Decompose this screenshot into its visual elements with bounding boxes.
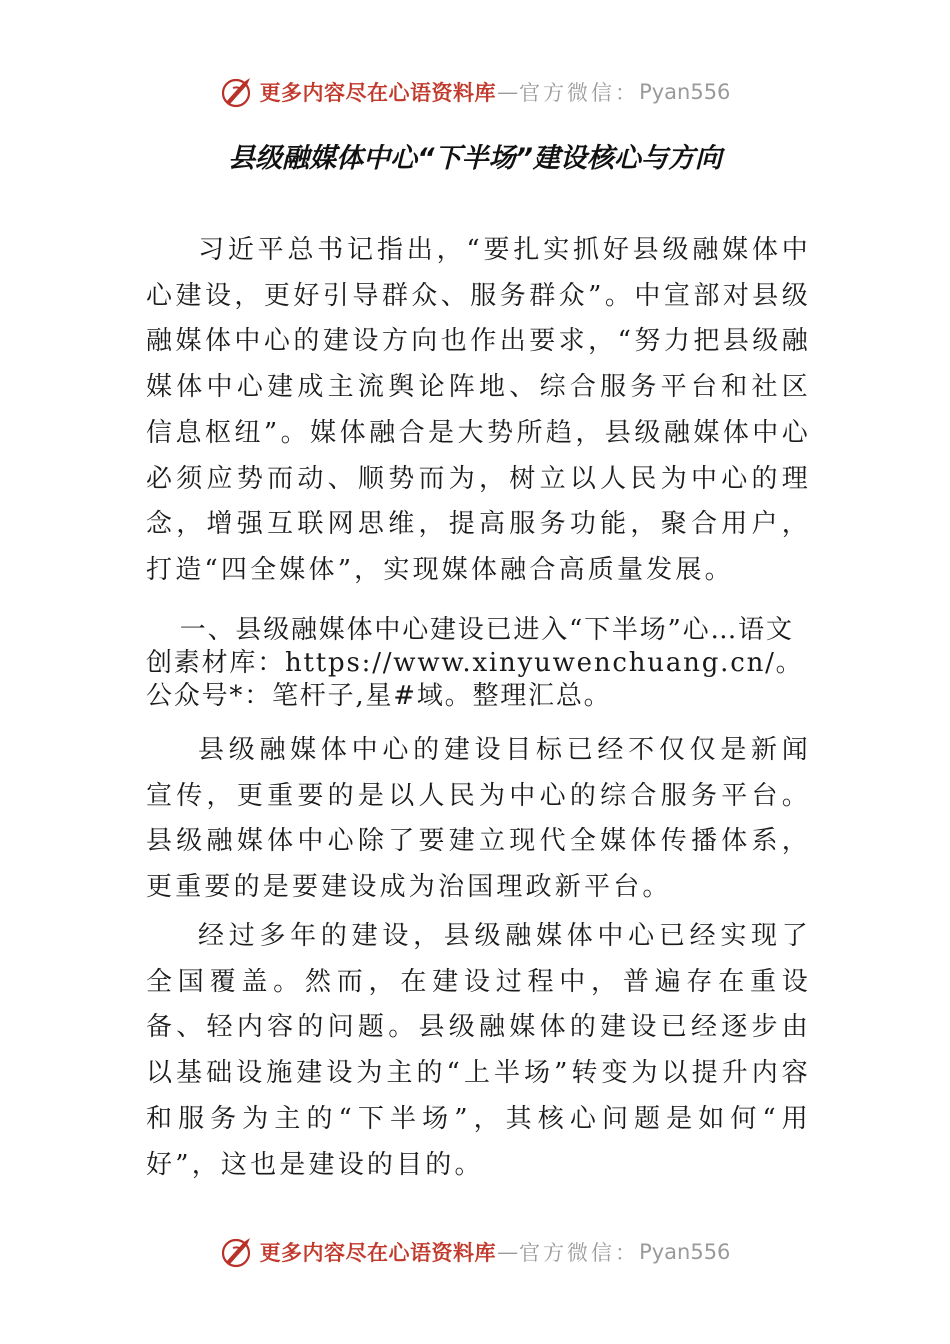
document-title: 县级融媒体中心“下半场”建设核心与方向	[228, 143, 722, 174]
banner-wechat-label: 官方微信：	[519, 81, 640, 105]
banner-dash: —	[497, 80, 519, 104]
paragraph-3: 经过多年的建设，县级融媒体中心已经实现了全国覆盖。然而，在建设过程中，普遍存在重设备、轻内容的问题。县级融媒体的建设已经逐步由以基础设施建设为主的“上半场”转变为以提升内容和服务为主的“下半场”，其核心问题是如何“用好”，这也是建设的目的。	[146, 921, 811, 1180]
footer-banner	[0, 1232, 950, 1272]
banner-wechat-label: 官方微信：	[519, 1241, 640, 1265]
library-logo-icon	[220, 74, 256, 110]
paragraph-2-wrap	[146, 728, 811, 911]
section-heading-1: 一、县级融媒体中心建设已进入“下半场”心…语文创素材库：https://www.xinyuwenchuang.cn/。公众号*：笔杆子,星#域。整理汇总。	[146, 615, 804, 711]
paragraph-3-wrap	[146, 914, 811, 1188]
banner-slogan: 更多内容尽在心语资料库	[259, 1240, 497, 1265]
banner-wechat-id: Pyan556	[639, 80, 731, 104]
banner-dash: —	[497, 1240, 519, 1264]
banner-slogan: 更多内容尽在心语资料库	[259, 80, 497, 105]
section-heading-wrap	[146, 614, 811, 713]
paragraph-intro: 习近平总书记指出，“要扎实抓好县级融媒体中心建设，更好引导群众、服务群众”。中宣部对县级融媒体中心的建设方向也作出要求，“努力把县级融媒体中心建成主流舆论阵地、综合服务平台和社区信息枢纽”。媒体融合是大势所趋，县级融媒体中心必须应势而动、顺势而为，树立以人民为中心的理念，增强互联网思维，提高服务功能，聚合用户，打造“四全媒体”，实现媒体融合高质量发展。	[146, 235, 811, 585]
header-banner	[0, 72, 950, 112]
paragraph-intro-wrap	[146, 228, 811, 594]
banner-wechat-id: Pyan556	[639, 1240, 731, 1264]
library-logo-icon	[220, 1234, 256, 1270]
paragraph-2: 县级融媒体中心的建设目标已经不仅仅是新闻宣传，更重要的是以人民为中心的综合服务平台。县级融媒体中心除了要建立现代全媒体传播体系，更重要的是要建设成为治国理政新平台。	[146, 735, 811, 903]
